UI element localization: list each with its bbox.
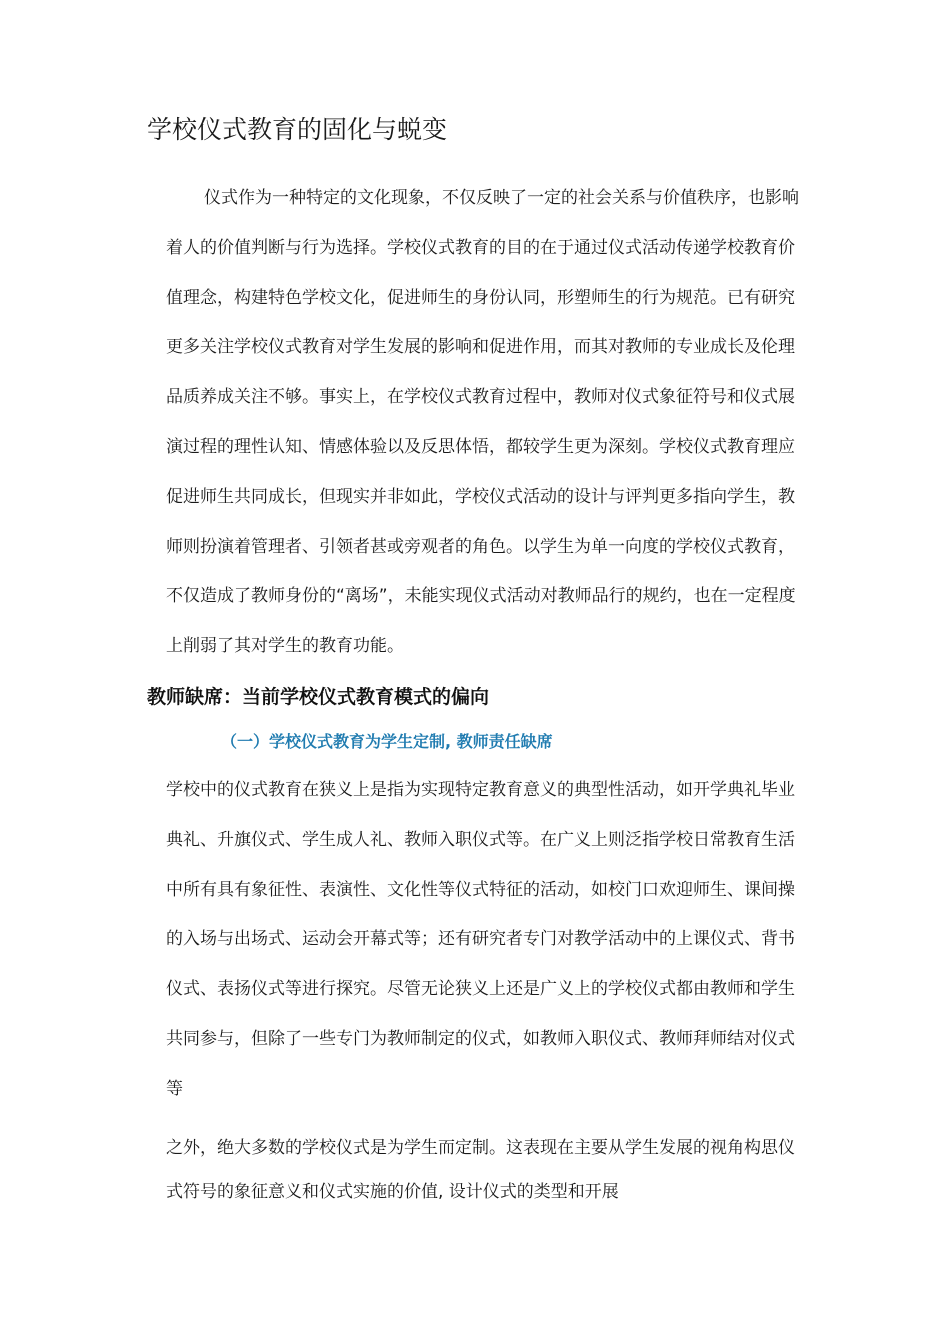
body-paragraph-continued: 之外，绝大多数的学校仪式是为学生而定制。这表现在主要从学生发展的视角构思仪式符号的象征意义和仪式实施的价值, 设计仪式的类型和开展 xyxy=(166,1138,795,1202)
body-paragraph: 学校中的仪式教育在狭义上是指为实现特定教育意义的典型性活动，如开学典礼毕业典礼、升旗仪式、学生成人礼、教师入职仪式等。在广义上则泛指学校日常教育生活中所有具有象征性、表演性、文化性等仪式特征的活动，如校门口欢迎师生、课间操的入场与出场式、运动会开幕式等；还有研究者专门对教学活动中的上课仪式、背书仪式、表扬仪式等进行探究。尽管无论狭义上还是广义上的学校仪式都由教师和学生共同参与，但除了一些专门为教师制定的仪式，如教师入职仪式、教师拜师结对仪式等 xyxy=(166,780,795,1099)
intro-paragraph: 仪式作为一种特定的文化现象，不仅反映了一定的社会关系与价值秩序，也影响着人的价值判断与行为选择。学校仪式教育的目的在于通过仪式活动传递学校教育价值理念，构建特色学校文化，促进师生的身份认同，形塑师生的行为规范。已有研究更多关注学校仪式教育对学生发展的影响和促进作用，而其对教师的专业成长及伦理品质养成关注不够。事实上，在学校仪式教育过程中，教师对仪式象征符号和仪式展演过程的理性认知、情感体验以及反思体悟，都较学生更为深刻。学校仪式教育理应促进师生共同成长，但现实并非如此，学校仪式活动的设计与评判更多指向学生，教师则扮演着管理者、引领者甚或旁观者的角色。以学生为单一向度的学校仪式教育，不仅造成了教师身份的“离场”，未能实现仪式活动对教师品行的规约，也在一定程度上削弱了其对学生的教育功能。 xyxy=(166,188,799,657)
subsection-heading: （一）学校仪式教育为学生定制, 教师责任缺席 xyxy=(221,732,553,751)
section-heading: 教师缺席：当前学校仪式教育模式的偏向 xyxy=(147,686,490,708)
document-title: 学校仪式教育的固化与蜕变 xyxy=(147,115,448,144)
